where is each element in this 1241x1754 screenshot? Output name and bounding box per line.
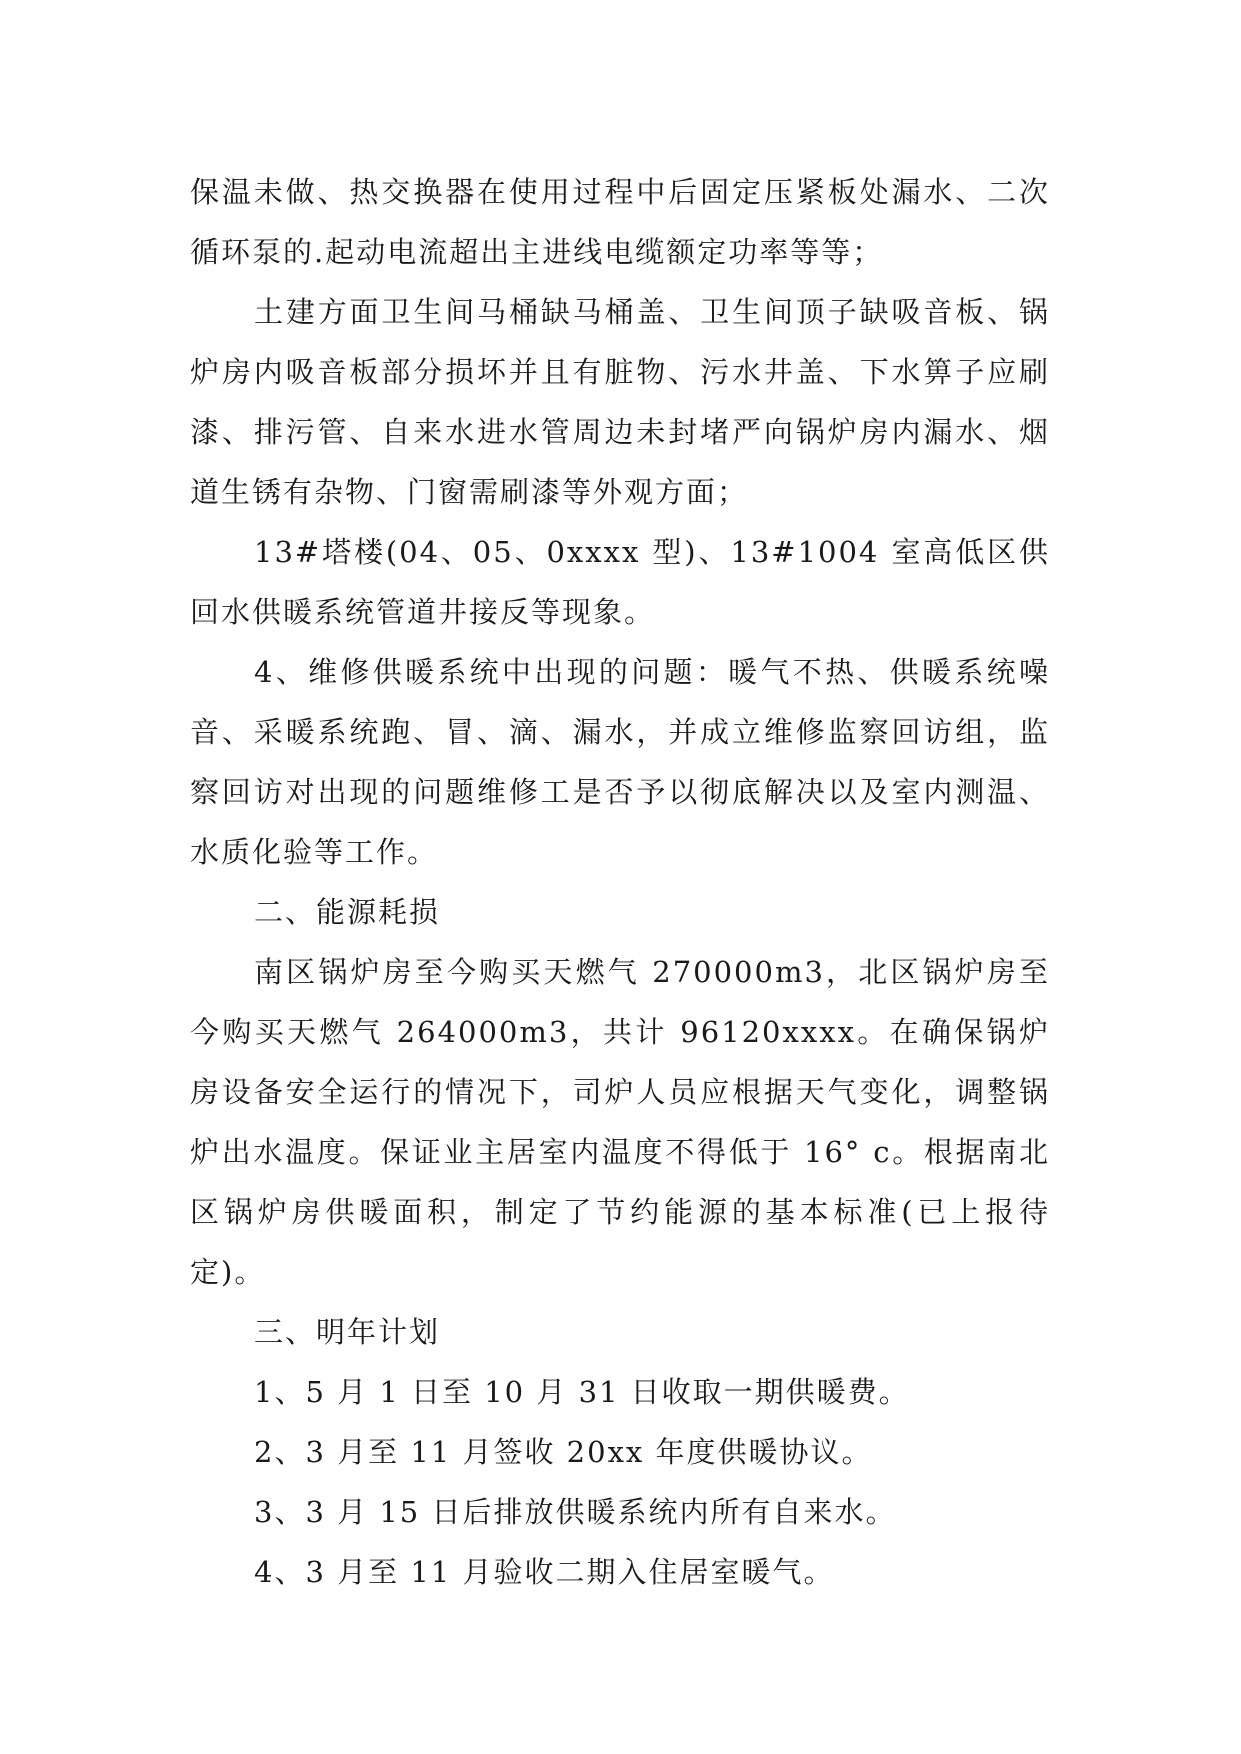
section-heading-plan: 三、明年计划 — [254, 1315, 441, 1349]
plan-item-4: 4、3 月至 11 月验收二期入住居室暖气。 — [254, 1555, 835, 1589]
plan-item-1: 1、5 月 1 日至 10 月 31 日收取一期供暖费。 — [254, 1375, 910, 1409]
paragraph-4: 4、维修供暖系统中出现的问题：暖气不热、供暖系统噪音、采暖系统跑、冒、滴、漏水，并成立维修监察回访组，监察回访对出现的问题维修工是否予以彻底解决以及室内测温、水质化验等工作。 — [190, 655, 1050, 869]
paragraph-1: 保温未做、热交换器在使用过程中后固定压紧板处漏水、二次循环泵的.起动电流超出主进线电缆额定功率等等； — [190, 175, 1050, 269]
plan-item-2: 2、3 月至 11 月签收 20xx 年度供暖协议。 — [254, 1435, 873, 1469]
paragraph-5: 南区锅炉房至今购买天燃气 270000m3，北区锅炉房至今购买天燃气 264000m3，共计 96120xxxx。在确保锅炉房设备安全运行的情况下，司炉人员应根据天气变化，调整锅炉出水温度。保证业主居室内温度不得低于 16° c。根据南北区锅炉房供暖面积，制定了节约能源的基本标准(已上报待定)。 — [190, 955, 1050, 1289]
paragraph-3: 13#塔楼(04、05、0xxxx 型)、13#1004 室高低区供回水供暖系统管道井接反等现象。 — [190, 535, 1050, 629]
document-body — [190, 162, 1050, 1602]
section-heading-energy: 二、能源耗损 — [254, 895, 441, 929]
plan-item-3: 3、3 月 15 日后排放供暖系统内所有自来水。 — [254, 1495, 897, 1529]
paragraph-2: 土建方面卫生间马桶缺马桶盖、卫生间顶子缺吸音板、锅炉房内吸音板部分损坏并且有脏物、污水井盖、下水箅子应刷漆、排污管、自来水进水管周边未封堵严向锅炉房内漏水、烟道生锈有杂物、门窗需刷漆等外观方面； — [190, 295, 1050, 509]
